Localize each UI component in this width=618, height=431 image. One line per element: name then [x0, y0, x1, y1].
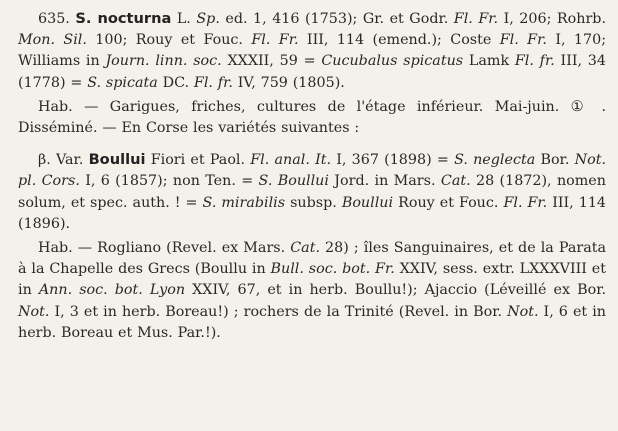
italic-citation: Fl. Fr. [453, 11, 499, 27]
text-run: subsp. [285, 194, 342, 211]
text-run: Rouy et Fouc. [393, 194, 504, 211]
species-entry-635 [18, 8, 606, 94]
italic-citation: Cat. [290, 240, 320, 257]
italic-citation: Fl. Fr. [499, 32, 547, 49]
text-run: 28) ; îles Sanguinaires, et de la Parata à la Chapelle des Grecs (Boullu in [18, 240, 606, 278]
italic-citation: Journ. linn. soc. [105, 53, 222, 70]
bold-name: S. nocturna [75, 10, 172, 27]
italic-citation: Not. [18, 303, 50, 320]
italic-citation: Boullui [341, 194, 394, 211]
text-run: III, 114 (1896). [18, 194, 607, 232]
text-run: L. [171, 11, 197, 27]
text-run: XXXII, 59 = [221, 53, 322, 70]
italic-citation: Fl. fr. [514, 53, 555, 70]
italic-citation: Mon. Sil. [18, 32, 87, 49]
text-run: XXIV, 67, et in herb. Boullu!); Ajaccio (Léveillé ex Bor. [185, 282, 606, 299]
text-run: 28 (1872), nomen solum, et spec. auth. ! = [18, 173, 606, 211]
habitat-paragraph [18, 97, 606, 139]
variety-boullui-entry [18, 149, 606, 235]
text-run: Lamk [463, 53, 515, 70]
italic-citation: Fl. Fr. [503, 194, 548, 211]
text-run: I, 367 (1898) = [331, 152, 455, 169]
text-run: Bor. [535, 152, 575, 169]
text-run: III, 114 (emend.); Coste [298, 32, 500, 49]
italic-citation: S. mirabilis [202, 194, 286, 211]
text-run: 635. [38, 11, 76, 27]
text-run: XXIV, sess. extr. LXXXVIII et in [18, 261, 606, 299]
italic-citation: Fl. anal. It. [250, 152, 332, 169]
text-run: I, 6 et in herb. Boreau et Mus. Par.!). [18, 303, 606, 341]
italic-citation: Sp. [196, 11, 220, 27]
text-run: Hab. — Rogliano (Revel. ex Mars. [38, 240, 291, 257]
text-run: I, 170; Williams in [18, 32, 607, 70]
italic-citation: Not. pl. Cors. [18, 152, 606, 190]
text-run: Fiori et Paol. [145, 152, 251, 169]
italic-citation: Ann. soc. bot. Lyon [38, 282, 186, 299]
text-run: 100; Rouy et Fouc. [86, 32, 252, 49]
variety-habitat-paragraph [18, 238, 606, 344]
text-run: Jord. in Mars. [328, 173, 441, 190]
italic-citation: S. Boullui [258, 173, 329, 190]
italic-citation: Cat. [440, 173, 471, 190]
text-run: I, 3 et in herb. Boreau!) ; rochers de la Trinité (Revel. in Bor. [49, 303, 508, 320]
text-run: I, 6 (1857); non Ten. = [79, 173, 259, 190]
text-run: DC. [157, 74, 194, 91]
text-run: β. Var. [38, 152, 89, 169]
italic-citation: S. spicata [87, 74, 158, 91]
text-run: III, 34 (1778) = [18, 53, 606, 91]
text-run: I, 206; Rohrb. [498, 11, 607, 27]
italic-citation: Fl. Fr. [251, 32, 299, 49]
italic-citation: Fl. fr. [193, 74, 233, 91]
italic-citation: Cucubalus spicatus [321, 53, 464, 70]
italic-citation: Bull. soc. bot. Fr. [270, 261, 395, 278]
bold-name: Boullui [88, 151, 146, 169]
text-run: IV, 759 (1805). [232, 74, 345, 91]
text-run: Hab. — Garigues, friches, cultures de l'étage inférieur. Mai-juin. ① . Disséminé. — En Corse les variétés suivantes : [18, 98, 606, 137]
italic-citation: Not. [507, 303, 539, 320]
text-run: ed. 1, 416 (1753); Gr. et Godr. [219, 11, 454, 27]
italic-citation: S. neglecta [454, 152, 536, 169]
